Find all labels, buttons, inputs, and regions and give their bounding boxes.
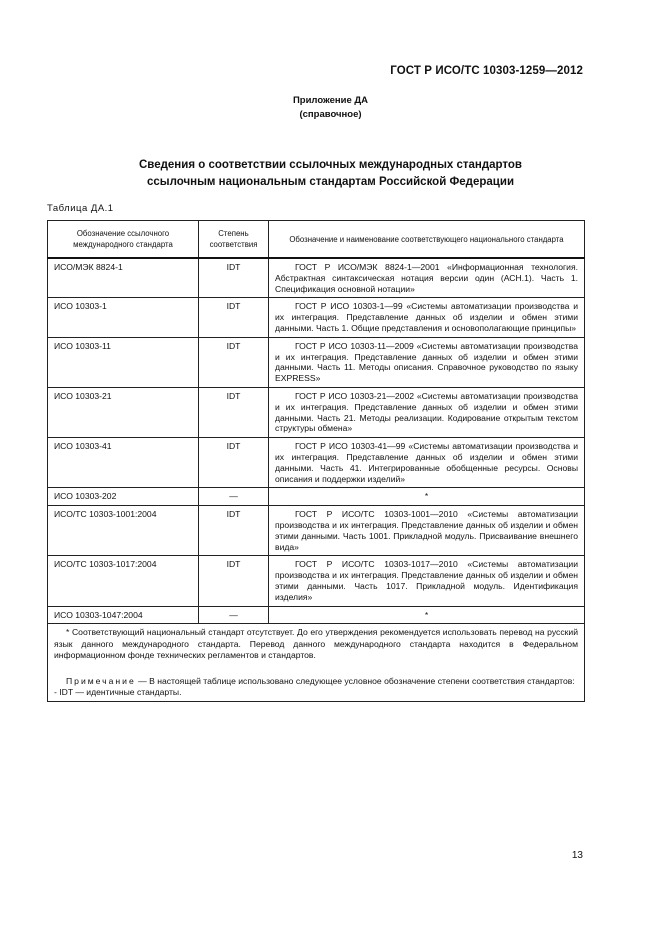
cell-national: ГОСТ Р ИСО 10303-11—2009 «Системы автоматизации производства и их интеграция. Представление данных об изделии и обмен этими данными. Часть 11. Методы описания. Справочное руководство по языку EXPRESS» [269, 337, 585, 387]
table-row [48, 556, 585, 606]
cell-code: ИСО 10303-41 [48, 438, 199, 488]
note [54, 676, 578, 687]
appendix-title: Приложение ДА [292, 95, 369, 106]
appendix-heading [0, 94, 661, 122]
cell-code: ИСО 10303-1047:2004 [48, 606, 199, 624]
page-number: 13 [571, 850, 583, 861]
table-header-row [48, 221, 585, 259]
cell-degree: — [199, 488, 269, 506]
cell-degree: IDT [199, 337, 269, 387]
cell-code: ИСО 10303-11 [48, 337, 199, 387]
table-row [48, 337, 585, 387]
cell-degree: — [199, 606, 269, 624]
section-title-line-2: ссылочным национальным стандартам Российской Федерации [146, 176, 515, 188]
cell-national: ГОСТ Р ИСО 10303-41—99 «Системы автоматизации производства и их интеграция. Представление данных об изделии и обмен этими данными. Часть 41. Интегрированные обобщенные ресурсы. Основы описания и поддержки изделий» [269, 438, 585, 488]
cell-national: ГОСТ Р ИСО/ТС 10303-1017—2010 «Системы автоматизации производства и их интеграция. Представление данных об изделии и обмен этими данными. Часть 1017. Прикладной модуль. Идентификация изделия» [269, 556, 585, 606]
table-row [48, 488, 585, 506]
table-notes [48, 624, 585, 702]
table-row [48, 387, 585, 437]
appendix-subtitle: (справочное) [299, 109, 362, 120]
header-national-standard: Обозначение и наименование соответствующего национального стандарта [269, 221, 585, 259]
table-row [48, 606, 585, 624]
table-label: Таблица ДА.1 [47, 203, 114, 214]
standard-code-header: ГОСТ Р ИСО/ТС 10303-1259—2012 [390, 65, 583, 77]
table-row [48, 258, 585, 298]
table-row [48, 298, 585, 337]
cell-national: ГОСТ Р ИСО/ТС 10303-1001—2010 «Системы автоматизации производства и их интеграция. Представление данных об изделии и обмен этими данными. Часть 1001. Прикладной модуль. Присваивание внешнего вида» [269, 506, 585, 556]
cell-code: ИСО 10303-21 [48, 387, 199, 437]
cell-code: ИСО 10303-202 [48, 488, 199, 506]
note-text: — В настоящей таблице использовано следующее условное обозначение степени соответствия стандартов: [135, 675, 575, 686]
cell-national: ГОСТ Р ИСО/МЭК 8824-1—2001 «Информационная технология. Абстрактная синтаксическая нотация версии один (АСН.1). Часть 1. Спецификация основной нотации» [269, 258, 585, 298]
header-degree: Степень соответствия [199, 221, 269, 259]
cell-degree: IDT [199, 506, 269, 556]
cell-national: ГОСТ Р ИСО 10303-21—2002 «Системы автоматизации производства и их интеграция. Представление данных об изделии и обмен этими данными. Часть 21. Методы реализации. Кодирование открытым текстом структуры обмена» [269, 387, 585, 437]
cell-code: ИСО 10303-1 [48, 298, 199, 337]
note-label: Примечание [66, 675, 136, 686]
cell-code: ИСО/МЭК 8824-1 [48, 258, 199, 298]
cell-national: * [269, 488, 585, 506]
section-title-line-1: Сведения о соответствии ссылочных международных стандартов [138, 159, 522, 171]
cell-degree: IDT [199, 258, 269, 298]
cell-degree: IDT [199, 438, 269, 488]
section-title [0, 157, 661, 191]
cell-degree: IDT [199, 556, 269, 606]
header-international-standard: Обозначение ссылочного международного стандарта [48, 221, 199, 259]
table-row [48, 506, 585, 556]
table-notes-row [48, 624, 585, 702]
footnote: * Соответствующий национальный стандарт отсутствует. До его утверждения рекомендуется использовать перевод на русский язык данного международного стандарта. Перевод данного международного стандарта находится в Федеральном информационном фонде технических регламентов и стандартов. [54, 627, 578, 660]
cell-national: ГОСТ Р ИСО 10303-1—99 «Системы автоматизации производства и их интеграция. Представление данных об изделии и обмен этими данными. Часть 1. Общие представления и основополагающие принципы» [269, 298, 585, 337]
cell-code: ИСО/ТС 10303-1001:2004 [48, 506, 199, 556]
cell-code: ИСО/ТС 10303-1017:2004 [48, 556, 199, 606]
correspondence-table [47, 220, 585, 702]
cell-national: * [269, 606, 585, 624]
cell-degree: IDT [199, 298, 269, 337]
cell-degree: IDT [199, 387, 269, 437]
table-row [48, 438, 585, 488]
legend-idt: - IDT — идентичные стандарты. [54, 687, 182, 698]
